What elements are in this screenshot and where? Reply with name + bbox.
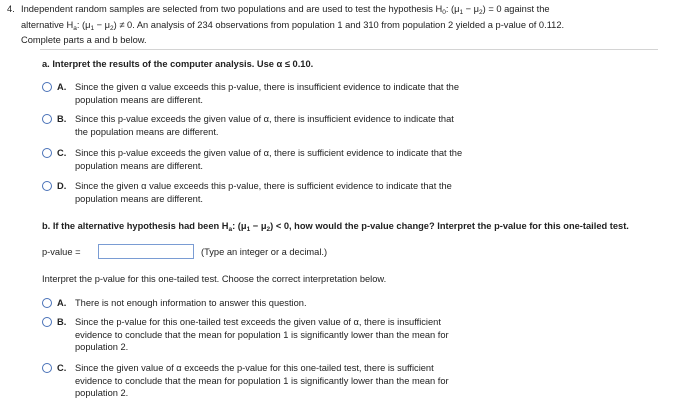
question-text-line1: Independent random samples are selected from two populations and are used to test the hypothesis $H_0$: $(\mu_1 - \mu_2) = 0$ against the: [21, 4, 550, 16]
radio-button[interactable]: [42, 114, 52, 124]
question-text-line3: Complete parts a and b below.: [21, 35, 147, 46]
part-b-prompt: b. If the alternative hypothesis had been $H_a$: $(\mu_1 - \mu_2) < 0$, how would the p-value change? Interpret the p-value for this one-tailed test.: [42, 221, 629, 233]
pvalue-hint: (Type an integer or a decimal.): [201, 247, 328, 257]
question-header: [7, 3, 651, 47]
part-a-prompt: a. Interpret the results of the computer analysis. Use α ≤ 0.10.: [42, 59, 314, 69]
pvalue-input[interactable]: [98, 244, 194, 259]
section-divider: [40, 49, 658, 50]
radio-button[interactable]: [42, 298, 52, 308]
radio-button[interactable]: [42, 317, 52, 327]
radio-button[interactable]: [42, 181, 52, 191]
radio-button[interactable]: [42, 148, 52, 158]
question-number: 4.: [7, 4, 15, 14]
question-panel: 4. Independent random samples are selected from two populations and are used to test the hypothesis $H_0$: $(\mu_1 - \mu_2) = 0$ against the alternative $H_a$: $(\mu_1 - \mu_2) \ne 0$. An analysis of 234 observations from population 1 and 310 from population 2 yielded a p-value of 0.112. Complete parts a and b below. a. Interpret the results of the computer analysis. Use α ≤ 0.10. A. Since the given α value exceeds this p-value, there is insufficient evidence to indicate that the population means are different. B. Since this p-value exceeds the given value of α, there is insufficient evidence to indicate that the population means are different. C. Since this p-value exceeds the given value of α, there is sufficient evidence to indicate that the population means are different. D. Since the given α value exceeds this p-value, there is sufficient evidence to indicate that the population means are different. b. If the alternative hypothesis had been $H_a$: $(\mu_1 - \mu_2) < 0$, how would the p-value change? Interpret the p-value for this one-tailed test. p-value = (Type an integer or a decimal.) Interpret the p-value for this one-tailed test. Choose the correct interpretation below. A. There is not enough information to answer this question. B. Since the p-value for this one-tailed test exceeds the given value of α, there is insufficient evidence to conclude that the mean for population 1 is significantly lower than the mean for population 2. C. Since the given value of α exceeds the p-value for this one-tailed test, there is sufficient evidence to conclude that the mean for population 1 is significantly lower than the mean for population 2.: [0, 0, 682, 409]
pvalue-label: p-value =: [42, 247, 81, 257]
interpret-prompt: Interpret the p-value for this one-tailed test. Choose the correct interpretation below.: [42, 274, 387, 284]
radio-button[interactable]: [42, 363, 52, 373]
question-text-line2: alternative $H_a$: $(\mu_1 - \mu_2) \ne 0$. An analysis of 234 observations from population 1 and 310 from population 2 yielded a p-value of 0.112.: [21, 19, 565, 32]
radio-button[interactable]: [42, 82, 52, 92]
